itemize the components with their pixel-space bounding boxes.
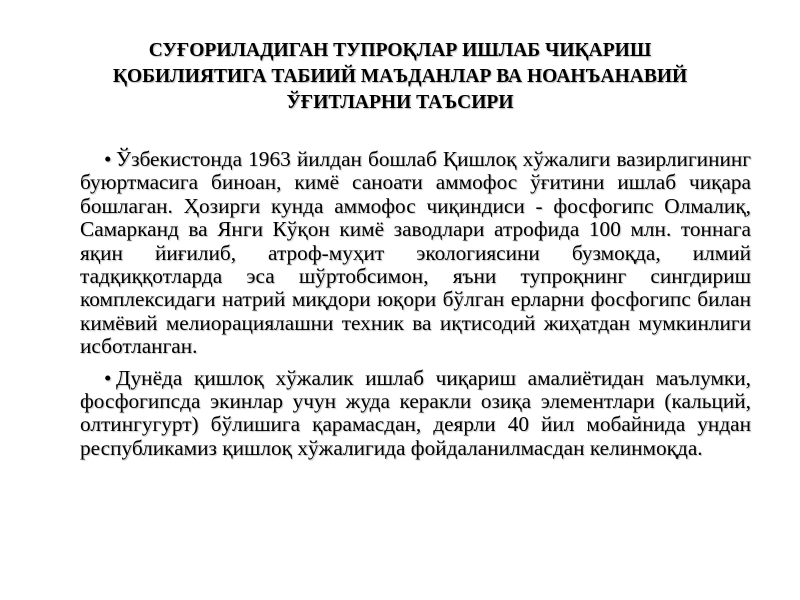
bullet-item-1: • Ўзбекистонда 1963 йилдан бошлаб Қишлоқ хўжалиги вазирлигининг буюртмасига биноан, кимё саноати аммофос ўғитини ишлаб чиқара бошлаган. Ҳозирги кунда аммофос чиқиндиси - фосфогипс Олмалиқ, Самарканд ва Янги Кўқон кимё заводлари атрофида 100 млн. тоннага яқин йиғилиб, атроф-муҳит экологиясини бузмоқда, илмий тадқиққотларда эса шўртобсимон, яъни тупроқнинг сингдириш комплексидаги натрий миқдори юқори бўлган ерларни фосфогипс билан кимёвий мелиорациялашни техник ва иқтисодий жиҳатдан мумкинлиги исботланган. [80,147,751,359]
bullet-list [80,148,751,468]
bullet-text-1: Ўзбекистонда 1963 йилдан бошлаб Қишлоқ хўжалиги вазирлигининг буюртмасига биноан, кимё саноати аммофос ўғитини ишлаб чиқара бошлаган. Ҳозирги кунда аммофос чиқиндиси - фосфогипс Олмалиқ, Самарканд ва Янги Кўқон кимё заводлари атрофида 100 млн. тоннага яқин йиғилиб, атроф-муҳит экологиясини бузмоқда, илмий тадқиққотларда эса шўртобсимон, яъни тупроқнинг сингдириш комплексидаги натрий миқдори юқори бўлган ерларни фосфогипс билан кимёвий мелиорациялашни техник ва иқтисодий жиҳатдан мумкинлиги исботланган. [80,147,751,359]
bullet-item-2: • Дунёда қишлоқ хўжалик ишлаб чиқариш амалиётидан маълумки, фосфогипсда экинлар учун жуда керакли озиқа элементлари (кальций, олтингугурт) бўлишига қарамасдан, деярли 40 йил мобайнида ундан республикамиз қишлоқ хўжалигида фойдаланилмасдан келинмоқда. [80,365,751,460]
slide-title-line-1: СУҒОРИЛАДИГАН ТУПРОҚЛАР ИШЛАБ ЧИҚАРИШ [148,40,652,61]
slide-title-line-3: ЎҒИТЛАРНИ ТАЪСИРИ [286,92,514,113]
slide-title-line-2: ҚОБИЛИЯТИГА ТАБИИЙ МАЪДАНЛАР ВА НОАНЪАНАВИЙ [112,66,688,87]
slide-title [40,38,760,116]
bullet-text-2: Дунёда қишлоқ хўжалик ишлаб чиқариш амалиётидан маълумки, фосфогипсда экинлар учун жуда керакли озиқа элементлари (кальций, олтингугурт) бўлишига қарамасдан, деярли 40 йил мобайнида ундан республикамиз қишлоқ хўжалигида фойдаланилмасдан келинмоқда. [80,365,751,460]
